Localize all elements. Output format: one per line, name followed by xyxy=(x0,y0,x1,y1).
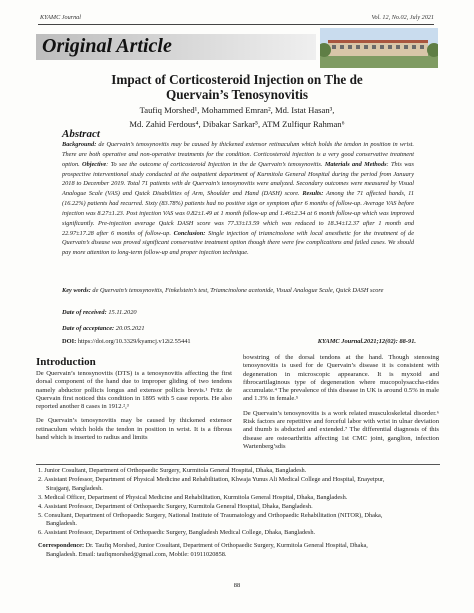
footnote-6: 6. Assistant Professor, Department of Orthopaedic Surgery, Bangladesh Medical College, Dhaka, Bangladesh. xyxy=(38,529,316,537)
background-text: de Quervain’s tenosynovitis may be caused by thickened extensor retinaculum which holds the tendon in position in wrist. There are both operative and non-operative treatments for the condition. Corticosteroid injection is a very good conservative treatment option. xyxy=(62,141,414,168)
author-list xyxy=(40,103,434,131)
correspondence xyxy=(38,542,438,551)
intro-paragraph-2: De Quervain’s tenosynovitis may be caused by thickened extensor retinaculum which holds the tendon in position in wrist. It is a fibrous band which is inserted to radius and limits xyxy=(36,417,232,442)
doi xyxy=(62,338,191,345)
authors-line-2: Md. Zahid Ferdous⁴, Dibakar Sarkar⁵, ATM Zulfiqur Rahman⁶ xyxy=(129,119,345,129)
results-label: Results: xyxy=(302,190,324,198)
methods-label: Materials and Methods xyxy=(324,160,387,168)
results-text: Among the 71 affected hands, 11 (16.22%) patients had recurred. Sixty (83.78%) patients had no positive sign or symptom after 6 months of follow-up. Average VAS before injection was 8.27±1.23. Post injection VAS was 0.82±1.49 at 1 month follow-up and 1.46±2.34 at 6 month follow-up which was improved significantly. Pre-injection average Quick DASH score was 77.33±13.59 which was reduced to 18.34±12.37 after 1 month and 22.97±17.28 after 6 months of follow-up. xyxy=(62,190,414,237)
article-title xyxy=(40,72,434,102)
left-column xyxy=(36,370,232,445)
doi-label: DOI: xyxy=(62,338,77,345)
abstract-heading: Abstract xyxy=(62,128,100,140)
campus-photo xyxy=(320,28,438,68)
article-type-label: Original Article xyxy=(42,35,172,57)
right-column xyxy=(243,354,439,454)
doi-link[interactable]: https://doi.org/10.3329/kyamcj.v12i2.55441 xyxy=(77,338,191,345)
received-label: Date of received: xyxy=(62,309,107,316)
introduction-heading: Introduction xyxy=(36,356,96,368)
footnote-2-cont: Sirajganj, Bangladesh. xyxy=(46,484,103,492)
title-line-1: Impact of Corticosteroid Injection on The de xyxy=(111,72,363,87)
intro-paragraph-3: bowstring of the dorsal tendons at the hand. Though stenosing tenosynovitis is used for de Quervain’s disease it is consistent with degeneration in microscopic appearance. It is myxoid and fibrocartilaginous type of degeneration where mucopolysaccha-rides accumulate.⁴ The prevalence of this disease in UK is around 0.5% in male and 1.3% in female.⁵ xyxy=(243,354,439,403)
campus-building-image xyxy=(320,28,438,68)
intro-paragraph-1: De Quervain’s tenosynovitis (DTS) is a tenosynovitis affecting the first dorsal component of the hand due to improper gliding of two tendons namely abductor pollicis longus and extensor pollicis brevis.¹ Fritz de Quervain first noticed this condition in 1895 with 5 case reports. He also reported another 8 cases in 1912.²,³ xyxy=(36,370,232,411)
header-rule xyxy=(38,24,434,25)
page-number: 88 xyxy=(233,582,241,589)
journal-citation: KYAMC Journal.2021;12(02): 88-91. xyxy=(317,338,416,345)
correspondence-line-1: Dr. Taufiq Morshed, Junior Cosultant, Department of Orthopaedic Surgery, Kurmitola General Hospital, Dhaka, xyxy=(84,542,368,550)
background-label: Background: xyxy=(62,141,97,148)
intro-paragraph-4: De Quervain’s tenosynovitis is a work related musculoskeletal disorder.⁶ Risk factors are repetitive and forceful labor with wrist in ulnar deviation and thumb is abducted and extended.⁷ The differential diagnosis of this disease are osteoarthritis affecting 1st CMC joint, ganglion, infection Wartenberg’sdis xyxy=(243,409,439,450)
correspondence-label: Correspondence: xyxy=(38,542,85,550)
title-line-2: Quervain’s Tenosynovitis xyxy=(165,87,309,102)
correspondence-line-2: Bangladesh. Email: taufiqmorshed@gmail.com, Mobile: 01911020858. xyxy=(46,551,227,559)
keywords xyxy=(62,286,402,295)
footnote-2: 2. Assistant Professor, Department of Physical Medicine and Rehabilitation, Khwaja Yunus Ali Medical College and Hospital, Enayetpur, xyxy=(38,475,385,483)
footnote-rule xyxy=(36,464,440,465)
footnote-4: 4. Assistant Professor, Department of Orthopaedic Surgery, Kurmitola General Hospital, Dhaka, Bangladesh. xyxy=(38,502,313,510)
date-accepted xyxy=(62,325,145,332)
accepted-value: 20.05.2021 xyxy=(115,325,145,332)
conclusion-label: Conclusion: xyxy=(173,229,206,237)
accepted-label: Date of acceptance: xyxy=(62,325,115,332)
footnote-5: 5. Consultant, Department of Orthopaedic Surgery, National Institute of Traumatology and Orthopaedic Rehabilitation (NITOR), Dhaka, xyxy=(38,511,383,519)
footnote-1: 1. Junior Cosultant, Department of Orthopaedic Surgery, Kurmitola General Hospital, Dhaka, Bangladesh. xyxy=(38,467,307,474)
date-received xyxy=(62,309,137,316)
received-value: 15.11.2020 xyxy=(108,309,137,316)
keywords-text: de Quervain’s tenosynovitis, Finkelstein’s test, Triamcinolone acetonide, Visual Analogue Scale, Quick DASH score xyxy=(90,287,384,294)
objective-label: Objective xyxy=(82,160,107,168)
footnote-3: 3. Medical Officer, Department of Physical Medicine and Rehabilitation, Kurmitola General Hospital, Dhaka, Bangladesh. xyxy=(38,493,348,501)
journal-name: KYAMC Journal xyxy=(40,14,81,21)
keywords-label: Key words: xyxy=(62,287,91,294)
authors-line-1: Taufiq Morshed¹, Mohammed Emran², Md. Istat Hasan³, xyxy=(139,105,335,115)
methods-text: : This was prospective interventional study conducted at the outpatient department of Kurmitola General Hospital during the period from January 2018 to December 2019. Total 71 patients with de Quervain’s tenosynovitis were analyzed. Secondary outcomes were measured by Visual Analogue Scale (VAS) and Quick Disabilities of Arm, Shoulder and Hand (DASH) score. xyxy=(62,160,414,198)
article-banner xyxy=(36,28,438,68)
abstract-body xyxy=(62,140,414,258)
issue-info: Vol. 12, No.02, July 2021 xyxy=(371,14,434,21)
footnotes xyxy=(38,467,438,560)
footnote-5-cont: Bangladesh. xyxy=(46,520,77,528)
objective-text: : To see the outcome of corticosteroid Injection in the de Quervain’s tenosynovitis. xyxy=(106,160,325,168)
conclusion-text: Single injection of triamcinolone with local anesthetic for the treatment of de Quervain’s disease was proved significant conservative treatment option though there were few complications and failed cases. We should pay more attention to long-term follow-up and proper injection technique. xyxy=(62,229,414,257)
